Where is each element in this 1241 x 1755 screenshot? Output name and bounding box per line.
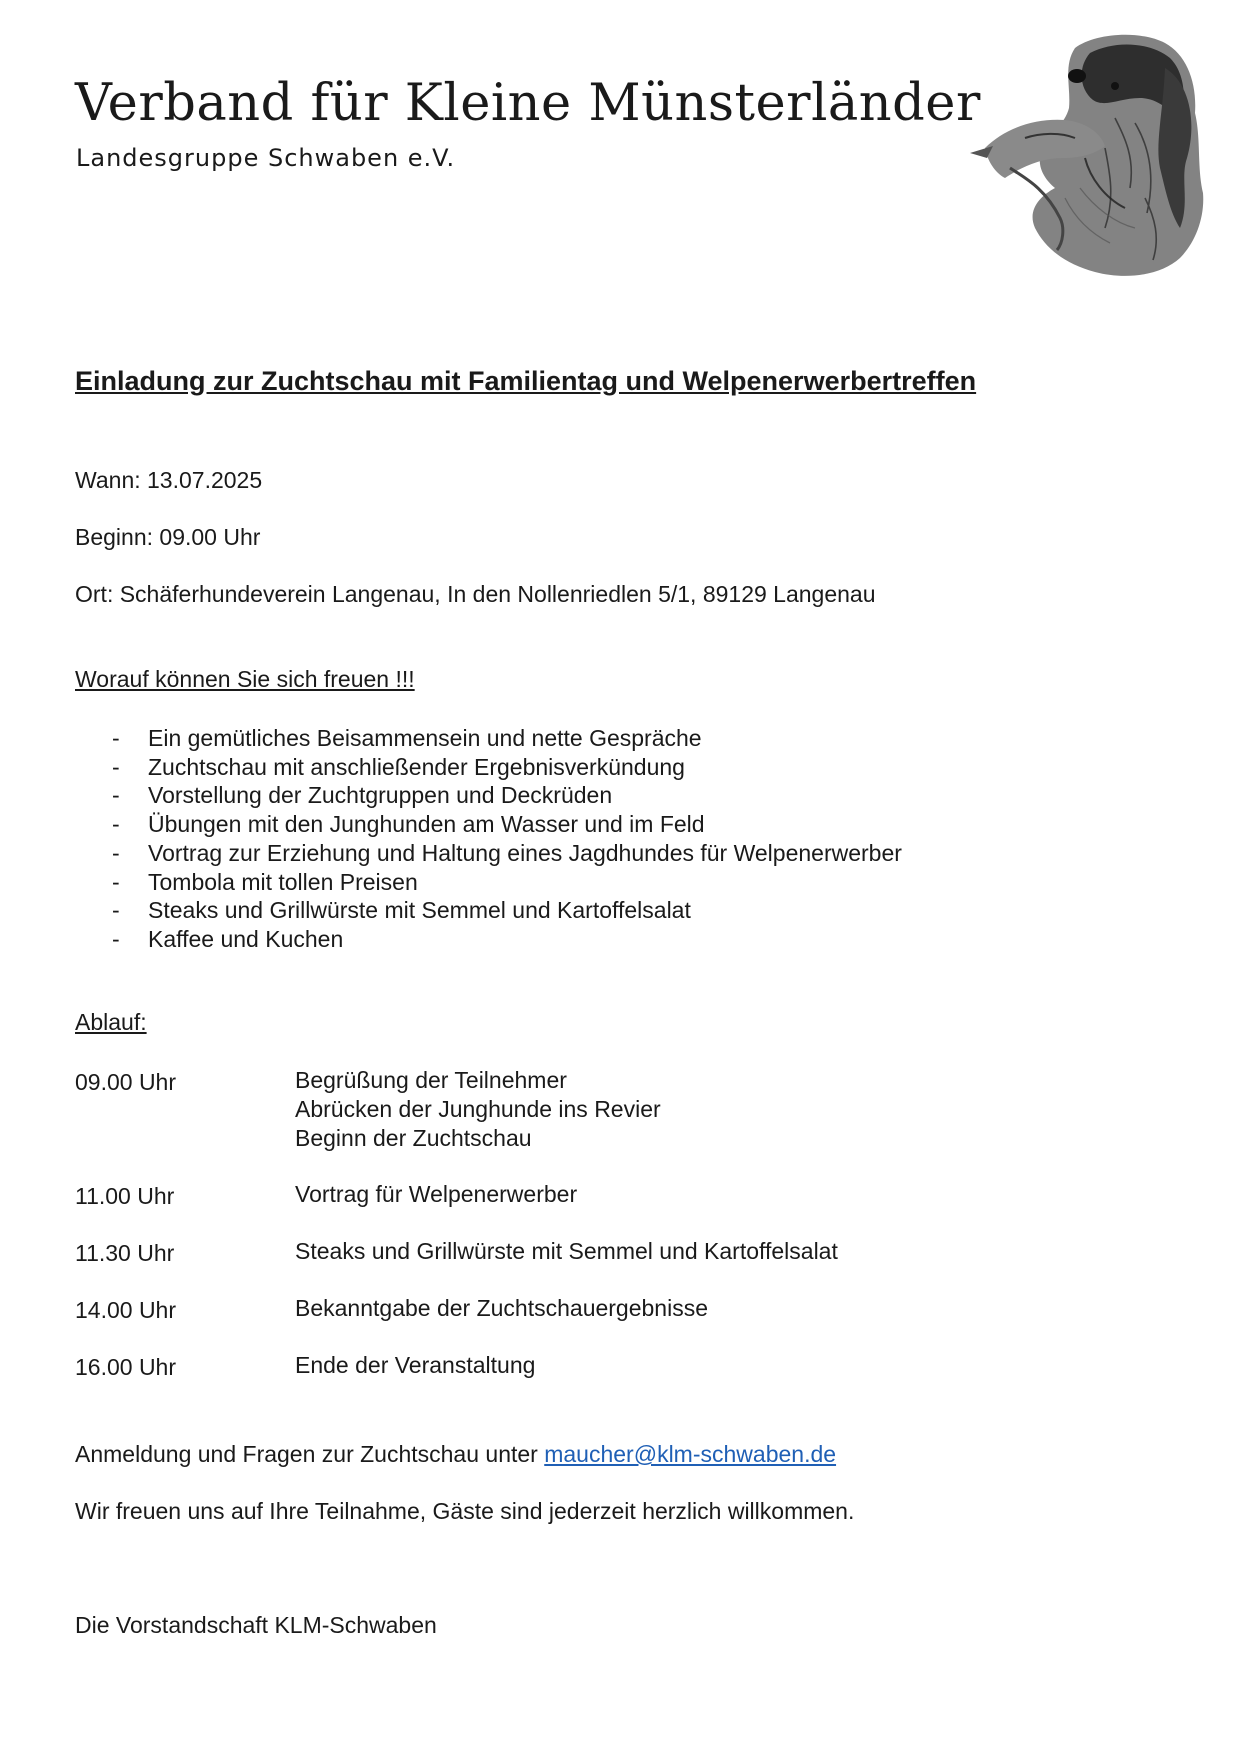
schedule-time: 11.00 Uhr	[75, 1183, 175, 1209]
schedule-activity: Beginn der Zuchtschau	[295, 1125, 532, 1151]
schedule-activities	[295, 1066, 661, 1153]
features-heading: Worauf können Sie sich freuen !!!	[75, 666, 415, 692]
info-start: Beginn: 09.00 Uhr	[75, 524, 261, 550]
schedule-time: 09.00 Uhr	[75, 1069, 177, 1095]
list-item: - Vortrag zur Erziehung und Haltung eines Jagdhundes für Welpenerwerber	[112, 839, 902, 866]
contact-line	[75, 1443, 836, 1466]
schedule-time: 14.00 Uhr	[75, 1297, 177, 1323]
schedule-activity: Begrüßung der Teilnehmer	[295, 1067, 567, 1093]
info-date: Wann: 13.07.2025	[75, 467, 263, 493]
schedule-activities	[295, 1237, 838, 1266]
schedule-activity: Ende der Veranstaltung	[295, 1352, 536, 1378]
info-location: Ort: Schäferhundeverein Langenau, In den Nollenriedlen 5/1, 89129 Langenau	[75, 581, 876, 607]
list-item: - Steaks und Grillwürste mit Semmel und Kartoffelsalat	[112, 897, 691, 924]
schedule-activities	[295, 1294, 708, 1323]
org-name: Verband für Kleine Münsterländer	[75, 74, 981, 133]
schedule-activity: Steaks und Grillwürste mit Semmel und Kartoffelsalat	[295, 1238, 838, 1264]
schedule-activities	[295, 1351, 535, 1380]
list-item: - Kaffee und Kuchen	[112, 925, 344, 952]
schedule-activity: Vortrag für Welpenerwerber	[295, 1181, 578, 1207]
schedule-time: 16.00 Uhr	[75, 1354, 177, 1380]
schedule-heading: Ablauf:	[75, 1009, 147, 1035]
closing-text: Wir freuen uns auf Ihre Teilnahme, Gäste sind jederzeit herzlich willkommen.	[75, 1498, 855, 1524]
list-item: - Vorstellung der Zuchtgruppen und Deckrüden	[112, 782, 613, 809]
list-item: - Tombola mit tollen Preisen	[112, 868, 418, 895]
contact-prefix: Anmeldung und Fragen zur Zuchtschau unter	[75, 1441, 538, 1467]
page-title: Einladung zur Zuchtschau mit Familientag und Welpenerwerbertreffen	[75, 366, 977, 396]
list-item: - Ein gemütliches Beisammensein und nette Gespräche	[112, 725, 702, 751]
schedule-activities	[295, 1180, 577, 1209]
list-item: - Übungen mit den Junghunden am Wasser und im Feld	[112, 811, 705, 838]
dog-head-with-bird-icon	[965, 28, 1205, 283]
schedule-time: 11.30 Uhr	[75, 1240, 175, 1266]
org-subtitle: Landesgruppe Schwaben e.V.	[76, 144, 456, 172]
features-list	[110, 724, 902, 954]
signature: Die Vorstandschaft KLM-Schwaben	[75, 1612, 437, 1638]
contact-email-link[interactable]: maucher@klm-schwaben.de	[544, 1441, 837, 1467]
list-item: - Zuchtschau mit anschließender Ergebnisverkündung	[112, 753, 685, 780]
schedule-activity: Abrücken der Junghunde ins Revier	[295, 1096, 661, 1122]
schedule-activity: Bekanntgabe der Zuchtschauergebnisse	[295, 1295, 709, 1321]
